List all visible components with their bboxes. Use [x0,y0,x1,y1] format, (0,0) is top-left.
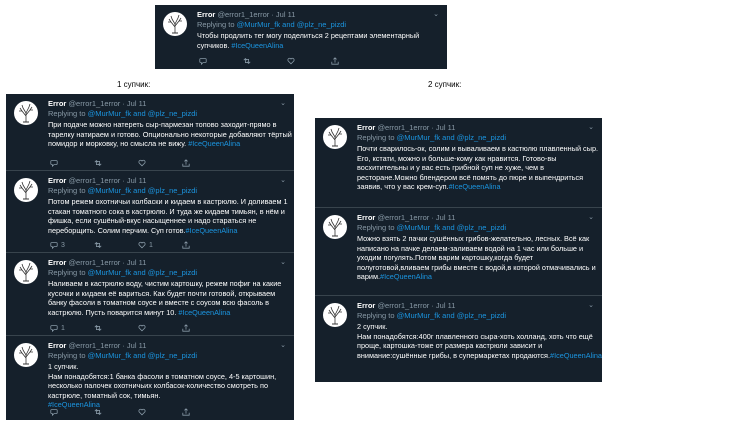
like-button[interactable] [287,57,331,65]
user-handle[interactable]: @error1_1error [68,258,121,267]
right-thread-panel [315,118,602,382]
reply-users-link[interactable]: @MurMur_fk and @plz_ne_pizdi [396,223,507,232]
display-name[interactable]: Error [357,213,376,222]
reply-users-link[interactable]: @MurMur_fk and @plz_ne_pizdi [87,268,198,277]
reply-users-link[interactable]: @MurMur_fk and @plz_ne_pizdi [87,351,198,360]
chevron-down-icon[interactable]: ⌄ [588,124,594,131]
user-handle[interactable]: @error1_1error [68,99,121,108]
like-button[interactable] [138,159,182,167]
share-icon [331,57,339,65]
chevron-down-icon[interactable]: ⌄ [280,342,286,349]
like-button[interactable] [138,408,182,416]
hashtag-link[interactable]: #IceQueenAlina [380,272,432,282]
reply-button[interactable] [199,57,243,65]
user-handle[interactable]: @error1_1error [377,123,430,132]
replying-to: Replying to @MurMur_fk and @plz_ne_pizdi [48,351,198,360]
left-thread-panel [6,94,294,420]
right-caption: 2 супчик: [428,80,462,89]
retweet-icon [94,324,102,332]
hashtag-link[interactable]: #IceQueenAlina [178,307,231,317]
reply-icon [50,408,58,416]
reply-users-link[interactable]: @MurMur_fk and @plz_ne_pizdi [396,133,507,142]
tweet-actions [50,241,226,249]
heart-icon [138,324,146,332]
left-caption: 1 супчик: [117,80,151,89]
tweet-date[interactable]: Jul 11 [126,258,147,267]
share-button[interactable] [182,408,226,416]
avatar[interactable] [323,303,347,327]
tweet[interactable]: Error @error1_1error · Jul 11 ⌄ Replying to @MurMur_fk and @plz_ne_pizdi Почти сварилось-ок, солим и вываливаем в кастюлю плавленный сыр. Его, кстати, можно и больше-кому как нравится. Готово-вы восхитительны и у вас есть грибной суп не хуже, чем в ресторане.Можно блендером всё помять до пюре и выпендриться заявив, что у вас крем-суп.#IceQueenAlina [315,118,602,208]
retweet-button[interactable] [94,241,138,249]
retweet-icon [243,57,251,65]
replying-to: Replying to @MurMur_fk and @plz_ne_pizdi [357,133,507,142]
replying-to: Replying to @MurMur_fk and @plz_ne_pizdi [48,109,198,118]
heart-icon [287,57,295,65]
avatar[interactable] [323,125,347,149]
tweet-date[interactable]: Jul 11 [435,123,456,132]
chevron-down-icon[interactable]: ⌄ [588,214,594,221]
retweet-button[interactable] [94,324,138,332]
hashtag-link[interactable]: #IceQueenAlina [448,182,501,192]
replying-to: Replying to @MurMur_fk and @plz_ne_pizdi [357,223,507,232]
tweet-text: Потом режем охотничьи колбаски и кидаем в кастрюлю. И доливаем 1 стакан томатного сока в кастрюлю. И туда же кидаем тимьян, в нём и фишка, если сушёный-вкус насыщеннее и надо стараться не переборщить. Солим перчим. Суп готов.#IceQueenAlina [48,197,288,235]
share-button[interactable] [182,241,226,249]
tweet[interactable]: Error @error1_1error · Jul 11 ⌄ Replying to @MurMur_fk and @plz_ne_pizdi Потом режем охотничьи колбаски и кидаем в кастрюлю. И доливаем 1 стакан томатного сока в кастрюлю. И туда же кидаем тимьян, в нём и фишка, если сушёный-вкус насыщеннее и надо стараться не переборщить. Солим перчим. Суп готов.#IceQueenAlina 3 1 [6,171,294,253]
share-icon [182,241,190,249]
replying-to: Replying to @MurMur_fk and @plz_ne_pizdi [197,20,347,29]
chevron-down-icon[interactable]: ⌄ [280,100,286,107]
like-button[interactable] [138,324,182,332]
reply-icon [199,57,207,65]
chevron-down-icon[interactable]: ⌄ [433,11,439,18]
reply-button[interactable]: 3 [50,241,94,249]
tweet-actions [50,159,226,167]
share-button[interactable] [182,159,226,167]
heart-icon [138,408,146,416]
chevron-down-icon[interactable]: ⌄ [280,259,286,266]
retweet-button[interactable] [94,408,138,416]
avatar[interactable] [163,12,187,36]
tweet-text: Наливаем в кастрюлю воду, чистим картошку, режем пофиг на какие кусочки и кидаем её вариться. Как будет почти готовой, открываем банку фасоли в томатном соусе и вместе с соусом всю фасоль в кастрюлю. Пусть поварится минут 10. #IceQueenAlina [48,279,282,317]
tweet-text: Почти сварилось-ок, солим и вываливаем в кастюлю плавленный сыр. Его, кстати, можно и больше-кому как нравится. Готово-вы восхитительны и у вас есть грибной суп не хуже, чем в ресторане.Можно блендером всё помять до пюре и выпендриться заявив, что у вас крем-суп.#IceQueenAlina [357,144,599,192]
reply-icon [50,324,58,332]
reply-users-link[interactable]: @MurMur_fk and @plz_ne_pizdi [87,109,198,118]
avatar[interactable] [14,101,38,125]
user-handle[interactable]: @error1_1error [377,213,430,222]
reply-button[interactable] [50,408,94,416]
tweet-actions [199,57,375,65]
retweet-icon [94,241,102,249]
like-button[interactable]: 1 [138,241,182,249]
share-icon [182,324,190,332]
tweet[interactable]: Error @error1_1error · Jul 11 ⌄ Replying to @MurMur_fk and @plz_ne_pizdi Чтобы продлить тег могу поделиться 2 рецептами элементарный супчиков. #IceQueenAlina [155,5,447,69]
retweet-button[interactable] [94,159,138,167]
user-handle[interactable]: @error1_1error [377,301,430,310]
hashtag-link[interactable]: #IceQueenAlina [188,139,241,149]
tweet-date[interactable]: Jul 11 [435,213,456,222]
hashtag-link[interactable]: #IceQueenAlina [231,40,284,50]
avatar[interactable] [14,178,38,202]
reply-users-link[interactable]: @MurMur_fk and @plz_ne_pizdi [236,20,347,29]
tweet-text: Можно взять 2 пачки сушённых грибов-желательно, лесных. Всё как написано на пачке делаем-заливаем водой на 1 час или больше и уходим погулять.Потом варим картошку,когда будет полуготовой,вливаем грибы вместе с водой,в которой отмачивались и варим.#IceQueenAlina [357,234,596,282]
reply-icon [50,159,58,167]
display-name[interactable]: Error [48,99,67,108]
user-handle[interactable]: @error1_1error [217,10,270,19]
reply-icon [50,241,58,249]
avatar[interactable] [323,215,347,239]
tweet-text: Чтобы продлить тег могу поделиться 2 рецептами элементарный супчиков. #IceQueenAlina [197,31,420,50]
user-handle[interactable]: @error1_1error [68,176,121,185]
share-icon [182,408,190,416]
heart-icon [138,241,146,249]
tweet-actions [50,408,226,416]
tweet-date[interactable]: Jul 11 [126,99,147,108]
hashtag-link[interactable]: #IceQueenAlina [185,225,238,235]
hashtag-link[interactable]: #IceQueenAlina [48,400,100,410]
tweet[interactable]: Error @error1_1error · Jul 11 ⌄ Replying to @MurMur_fk and @plz_ne_pizdi 1 супчик. Нам понадобятся:1 банка фасоли в томатном соусе, 4-5 картошин, несколько палочек охотничьих колбасок-количество смотреть по кастрюле, томатный сок, тимьян. #IceQueenAlina [6,336,294,420]
share-icon [182,159,190,167]
display-name[interactable]: Error [357,301,376,310]
avatar[interactable] [14,260,38,284]
avatar[interactable] [14,343,38,367]
retweet-button[interactable] [243,57,287,65]
display-name[interactable]: Error [48,176,67,185]
tweet-actions [50,324,226,332]
chevron-down-icon[interactable]: ⌄ [280,177,286,184]
tweet-text: При подаче можно натереть сыр-пармезан топово заходит-прямо в тарелку натираем и готово. Опционально некоторые добавляют тёртый помидор и морковку, но смысла не вижу. #IceQueenAlina [48,120,292,149]
display-name[interactable]: Error [357,123,376,132]
replying-to: Replying to @MurMur_fk and @plz_ne_pizdi [48,186,198,195]
retweet-icon [94,159,102,167]
tweet-date[interactable]: Jul 11 [126,341,147,350]
tweet-date[interactable]: Jul 11 [126,176,147,185]
top-tweet-panel [155,5,447,69]
replying-to: Replying to @MurMur_fk and @plz_ne_pizdi [357,311,507,320]
chevron-down-icon[interactable]: ⌄ [588,302,594,309]
tweet-text: 1 супчик. Нам понадобятся:1 банка фасоли в томатном соусе, 4-5 картошин, несколько палочек охотничьих колбасок-количество смотреть по кастрюле, томатный сок, тимьян. #IceQueenAlina [48,362,277,410]
tweet[interactable]: Error @error1_1error · Jul 11 ⌄ Replying to @MurMur_fk and @plz_ne_pizdi 2 супчик. Нам понадобятся:400г плавленного сыра-хоть холланд, хоть что ещё проще, картошка-тоже от размера кастрюли зависит и внимание:сушённые грибы, в супермаркетах продаются.#IceQueenAlina [315,296,602,382]
reply-users-link[interactable]: @MurMur_fk and @plz_ne_pizdi [87,186,198,195]
retweet-icon [94,408,102,416]
tweet[interactable]: Error @error1_1error · Jul 11 ⌄ Replying to @MurMur_fk and @plz_ne_pizdi Можно взять 2 пачки сушённых грибов-желательно, лесных. Всё как написано на пачке делаем-заливаем водой на 1 час или больше и уходим погулять.Потом варим картошку,когда будет полуготовой,вливаем грибы вместе с водой,в которой отмачивались и варим.#IceQueenAlina [315,208,602,296]
display-name[interactable]: Error [48,341,67,350]
replying-to: Replying to @MurMur_fk and @plz_ne_pizdi [48,268,198,277]
tweet-text: 2 супчик. Нам понадобятся:400г плавленного сыра-хоть холланд, хоть что ещё проще, картошка-тоже от размера кастрюли зависит и внимание:сушённые грибы, в супермаркетах продаются.#IceQueenAlina [357,322,602,360]
tweet[interactable]: Error @error1_1error · Jul 11 ⌄ Replying to @MurMur_fk and @plz_ne_pizdi Наливаем в кастрюлю воду, чистим картошку, режем пофиг на какие кусочки и кидаем её вариться. Как будет почти готовой, открываем банку фасоли в томатном соусе и вместе с соусом всю фасоль в кастрюлю. Пусть поварится минут 10. #IceQueenAlina 1 [6,253,294,336]
display-name[interactable]: Error [197,10,216,19]
tweet-date[interactable]: Jul 11 [435,301,456,310]
heart-icon [138,159,146,167]
share-button[interactable] [182,324,226,332]
display-name[interactable]: Error [48,258,67,267]
tweet[interactable]: Error @error1_1error · Jul 11 ⌄ Replying to @MurMur_fk and @plz_ne_pizdi При подаче можно натереть сыр-пармезан топово заходит-прямо в тарелку натираем и готово. Опционально некоторые добавляют тёртый помидор и морковку, но смысла не вижу. #IceQueenAlina [6,94,294,171]
share-button[interactable] [331,57,375,65]
reply-button[interactable]: 1 [50,324,94,332]
reply-button[interactable] [50,159,94,167]
user-handle[interactable]: @error1_1error [68,341,121,350]
tweet-date[interactable]: Jul 11 [275,10,296,19]
hashtag-link[interactable]: #IceQueenAlina [550,350,602,360]
reply-users-link[interactable]: @MurMur_fk and @plz_ne_pizdi [396,311,507,320]
